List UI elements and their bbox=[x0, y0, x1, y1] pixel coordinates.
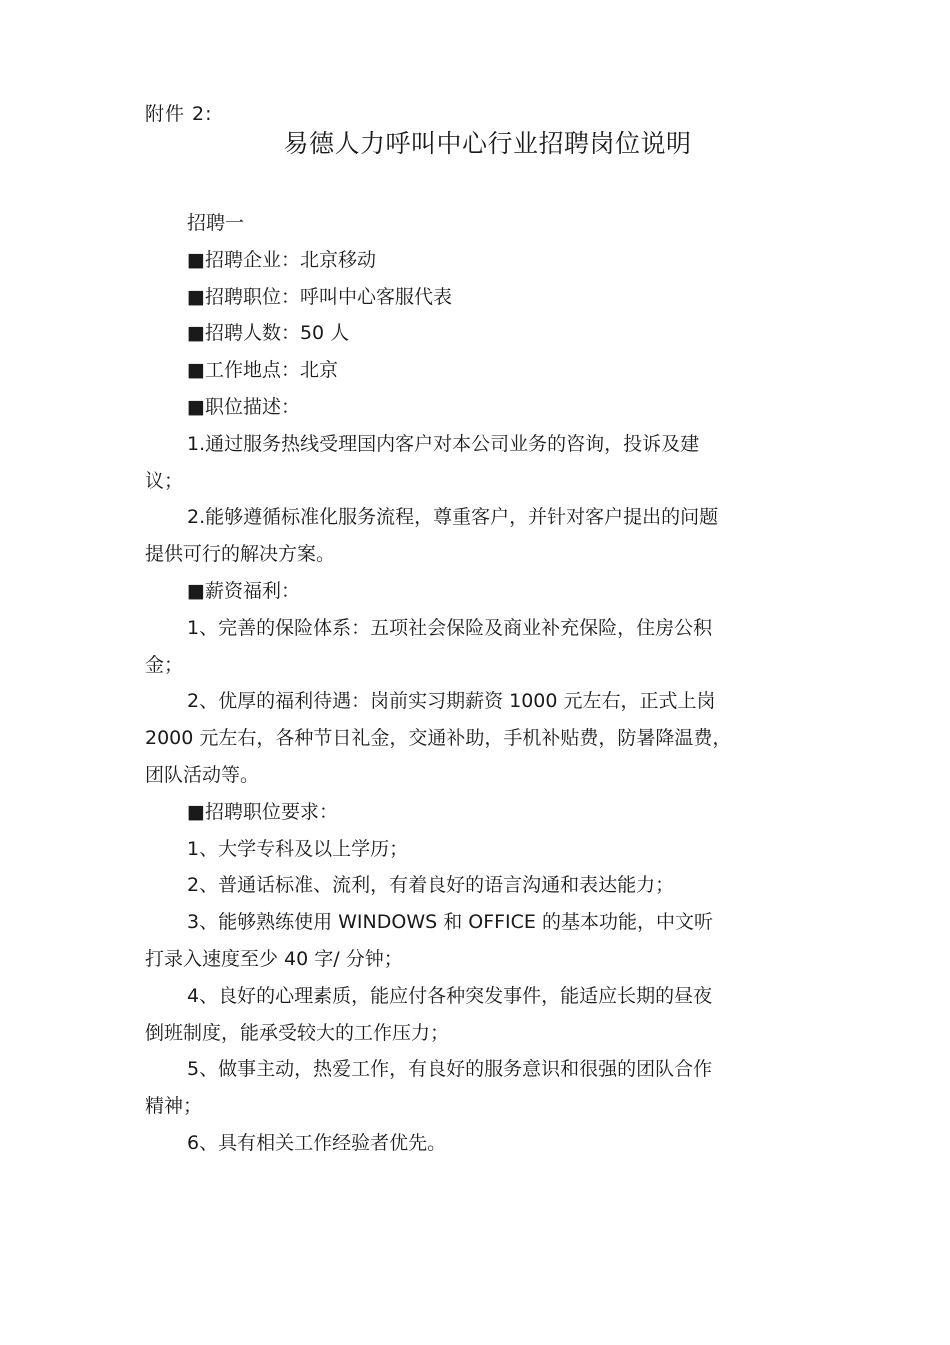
paragraph-line: 6、具有相关工作经验者优先。 bbox=[187, 1131, 447, 1154]
job-description-heading: ■职位描述： bbox=[187, 395, 300, 418]
paragraph-line: 团队活动等。 bbox=[145, 763, 260, 786]
location-line: ■工作地点：北京 bbox=[187, 359, 338, 382]
attachment-label: 附件 2: bbox=[145, 103, 213, 125]
paragraph-line: 提供可行的解决方案。 bbox=[145, 543, 336, 566]
paragraph-line: 精神； bbox=[145, 1095, 203, 1118]
document-body bbox=[145, 205, 795, 1162]
paragraph-line: 1、大学专科及以上学历； bbox=[187, 837, 409, 860]
paragraph-line: 3、能够熟练使用 WINDOWS 和 OFFICE 的基本功能，中文听 bbox=[187, 911, 713, 934]
paragraph-line: 倒班制度，能承受较大的工作压力； bbox=[145, 1021, 450, 1044]
recruitment-heading: 招聘一 bbox=[187, 212, 245, 234]
requirements-heading: ■招聘职位要求： bbox=[187, 800, 338, 823]
benefits-heading: ■薪资福利： bbox=[187, 579, 300, 602]
paragraph-line: 5、做事主动，热爱工作，有良好的服务意识和很强的团队合作 bbox=[187, 1058, 713, 1081]
paragraph-line: 议； bbox=[145, 469, 184, 492]
paragraph-line: 1.通过服务热线受理国内客户对本公司业务的咨询，投诉及建 bbox=[187, 432, 700, 455]
document-title: 易德人力呼叫中心行业招聘岗位说明 bbox=[283, 129, 692, 158]
paragraph-line: 2000 元左右，各种节日礼金，交通补助，手机补贴费，防暑降温费， bbox=[145, 727, 732, 750]
headcount-line: ■招聘人数：50 人 bbox=[187, 322, 350, 345]
paragraph-line: 金； bbox=[145, 653, 184, 676]
company-line: ■招聘企业：北京移动 bbox=[187, 248, 376, 271]
paragraph-line: 4、良好的心理素质，能应付各种突发事件，能适应长期的昼夜 bbox=[187, 984, 713, 1007]
paragraph-line: 2.能够遵循标准化服务流程，尊重客户，并针对客户提出的问题 bbox=[187, 506, 719, 529]
paragraph-line: 2、优厚的福利待遇：岗前实习期薪资 1000 元左右，正式上岗 bbox=[187, 690, 716, 713]
position-line: ■招聘职位：呼叫中心客服代表 bbox=[187, 285, 452, 308]
paragraph-line: 1、完善的保险体系：五项社会保险及商业补充保险，住房公积 bbox=[187, 616, 713, 639]
paragraph-line: 2、普通话标准、流利，有着良好的语言沟通和表达能力； bbox=[187, 874, 675, 897]
paragraph-line: 打录入速度至少 40 字/ 分钟； bbox=[145, 947, 403, 970]
